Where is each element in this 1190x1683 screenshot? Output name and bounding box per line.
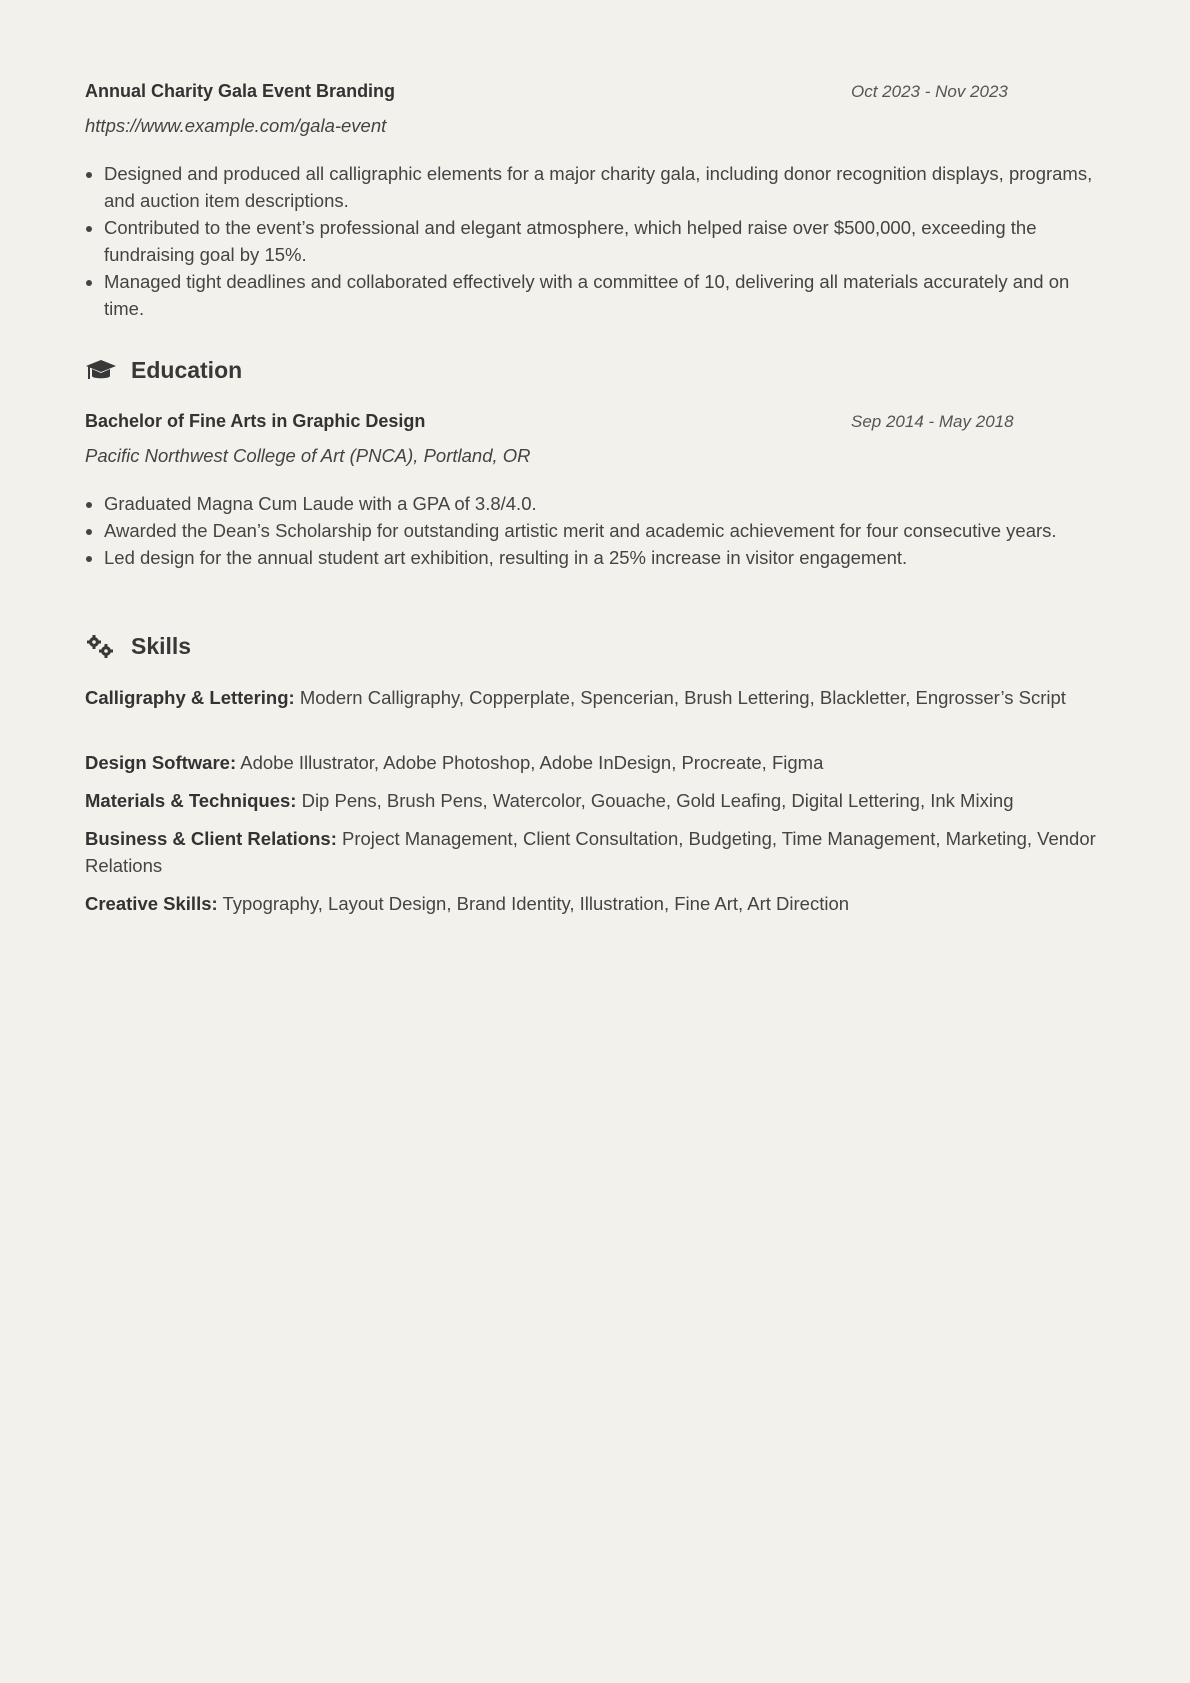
skill-value: Modern Calligraphy, Copperplate, Spencerian, Brush Lettering, Blackletter, Engrosser’s Script <box>299 687 1066 708</box>
school-name: Pacific Northwest College of Art (PNCA), Portland, OR <box>85 445 531 466</box>
skill-label: Creative Skills: <box>85 893 218 914</box>
skill-value: Dip Pens, Brush Pens, Watercolor, Gouache, Gold Leafing, Digital Lettering, Ink Mixing <box>301 790 1014 811</box>
project-url[interactable]: https://www.example.com/gala-event <box>85 115 387 136</box>
list-item: • Contributed to the event’s professional and elegant atmosphere, which helped raise over $500,000, exceeding the fundraising goal by 15%. <box>104 214 1114 268</box>
project-bullets <box>85 160 1114 322</box>
skill-row <box>85 749 1110 776</box>
skills-title: Skills <box>131 633 192 659</box>
skill-row <box>85 825 1110 879</box>
skill-row <box>85 684 1110 711</box>
list-item: • Designed and produced all calligraphic elements for a major charity gala, including donor recognition displays, programs, and auction item descriptions. <box>104 160 1114 214</box>
skills-heading <box>85 633 191 660</box>
gears-icon <box>85 634 117 660</box>
skill-value: Typography, Layout Design, Brand Identity, Illustration, Fine Art, Art Direction <box>222 893 850 914</box>
graduation-cap-icon <box>85 358 117 384</box>
skill-value: Adobe Illustrator, Adobe Photoshop, Adobe InDesign, Procreate, Figma <box>240 752 824 773</box>
skill-row <box>85 890 1110 917</box>
skill-value: Project Management, Client Consultation, Budgeting, Time Management, Marketing, Vendor Relations <box>85 828 1096 876</box>
list-item: • Led design for the annual student art exhibition, resulting in a 25% increase in visitor engagement. <box>104 544 1114 571</box>
project-title: Annual Charity Gala Event Branding <box>85 81 396 101</box>
education-title: Education <box>131 357 243 383</box>
list-item: • Managed tight deadlines and collaborated effectively with a committee of 10, delivering all materials accurately and on time. <box>104 268 1114 322</box>
list-item: • Graduated Magna Cum Laude with a GPA of 3.8/4.0. <box>104 490 1114 517</box>
project-date: Oct 2023 - Nov 2023 <box>851 82 1008 101</box>
skill-label: Design Software: <box>85 752 237 773</box>
skill-label: Calligraphy & Lettering: <box>85 687 295 708</box>
list-item: • Awarded the Dean’s Scholarship for outstanding artistic merit and academic achievement for four consecutive years. <box>104 517 1114 544</box>
education-heading <box>85 357 242 384</box>
education-date: Sep 2014 - May 2018 <box>851 412 1014 431</box>
skill-label: Business & Client Relations: <box>85 828 337 849</box>
education-bullets <box>85 490 1114 571</box>
skill-row <box>85 787 1110 814</box>
skill-label: Materials & Techniques: <box>85 790 297 811</box>
degree-title: Bachelor of Fine Arts in Graphic Design <box>85 411 426 431</box>
